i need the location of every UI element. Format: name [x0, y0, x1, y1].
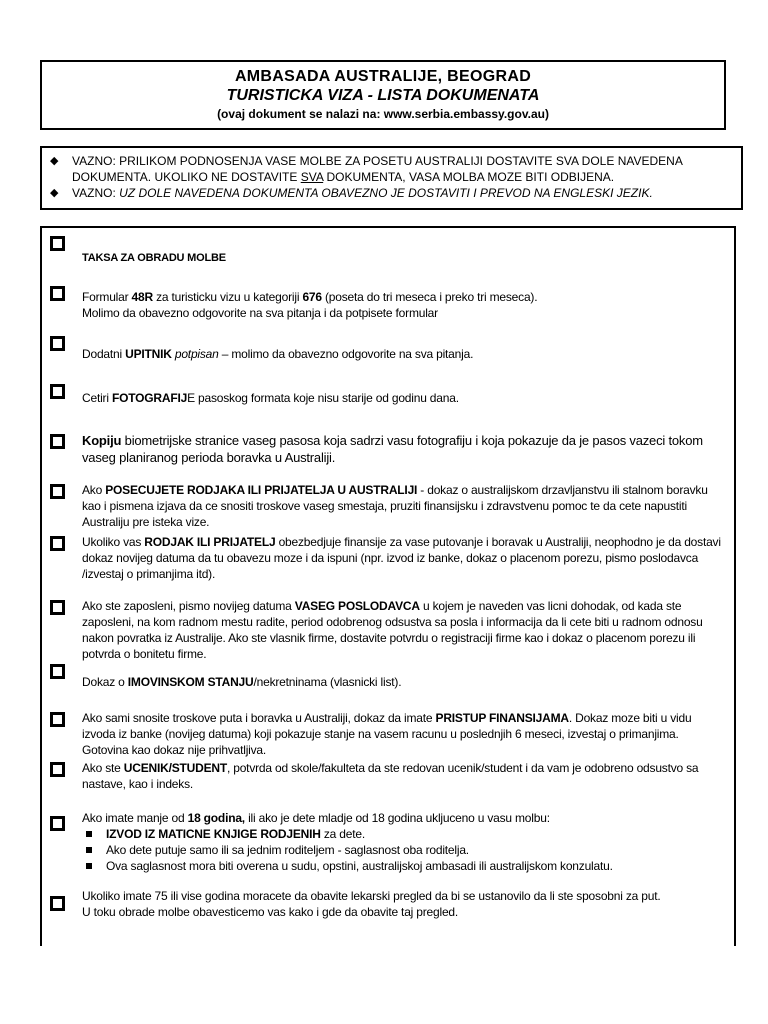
checkbox[interactable] [50, 236, 65, 251]
checkbox[interactable] [50, 664, 65, 679]
notice-2: ◆ VAZNO: UZ DOLE NAVEDENA DOKUMENTA OBAVEZNO JE DOSTAVITI I PREVOD NA ENGLESKI JEZIK. [50, 186, 653, 200]
checkbox[interactable] [50, 816, 65, 831]
square-bullet-icon [86, 831, 92, 837]
diamond-bullet-icon: ◆ [50, 155, 59, 167]
document-checklist: TAKSA ZA OBRADU MOLBE Formular 48R za turisticku vizu u kategoriji 676 (poseta do tri meseca i preko tri meseca). Molimo da obavezno odgovorite na sva pitanja i da potpisete formular Dodatni UPITNIK potpisan – molimo da obavezno odgovorite na sva pitanja. Cetiri FOTOGRAFIJE pasoskog formata koje nisu starije od godinu dana. Kopiju biometrijske stranice vaseg pasosa koja sadrzi vasu fotografiju i koja pokazuje da je pasos vazeci tokom vaseg planiranog perioda boravka u Australiji. Ako POSECUJETE RODJAKA ILI PRIJATELJA U AUSTRALIJI - dokaz o australijskom drzavljanstvu ili stalnom boravku kao i pismena izjava da ce snositi troskove vaseg smestaja, pruziti finansijsku i zdravstvenu pomoc te da cete napustiti Australiju pre isteka vize. Ukoliko vas RODJAK ILI PRIJATELJ obezbedjuje finansije za vase putovanje i boravak u Australiji, neophodno je da dostavi dokaz novijeg datuma da tu obavezu moze i da ispuni (npr. izvod iz banke, dokaz o placenom porezu, pismo poslodavca /izvestaj o primanjima itd). Ako ste zaposleni, pismo novijeg datuma VASEG POSLODAVCA u kojem je naveden vas licni dohodak, od kada ste zaposleni, na kom radnom mestu radite, period odobrenog odsustva sa posla i informacija da li cete biti u radnom odnosu nakon povratka iz Australije. Ako ste vlasnik firme, dostavite potvrdu o registraciji firme kao i dokaz o placenom porezu ili potvrda o bonitetu firme. Dokaz o IMOVINSKOM STANJU/nekretninama (vlasnicki list). Ako sami snosite troskove puta i boravka u Australiji, dokaz da imate PRISTUP FINANSIJAMA. Dokaz moze biti u vidu izvoda iz banke (novijeg datuma) koji pokazuje stanje na vasem racunu u poslednjih 6 meseci, izvestaj o primanjima. Gotovina kao dokaz nije prihvatljiva. Ako ste UCENIK/STUDENT, potvrda od skole/fakulteta da ste redovan ucenik/student i da vam je odobreno odsustvo sa nastave, kao i indeks. Ako imate manje od 18 godina, ili ako je dete mladje od 18 godina ukljuceno u vasu molbu: IZVOD IZ MATICNE KNJIGE RODJENIH za dete. Ako dete putuje samo ili sa jednim roditeljem - saglasnost oba roditelja. Ova saglasnost mora biti overena u sudu, opstini, australijskoj ambasadi ili australijskom konzulatu. Ukoliko imate 75 ili vise godina moracete da obavite lekarski pregled da bi se ustanovilo da li ste sposobni za put. U toku obrade molbe obavesticemo vas kako i gde da obavite taj pregled. [40, 226, 736, 946]
checkbox[interactable] [50, 434, 65, 449]
checkbox[interactable] [50, 286, 65, 301]
diamond-bullet-icon: ◆ [50, 187, 59, 199]
checkbox[interactable] [50, 384, 65, 399]
list-item: Ako dete putuje samo ili sa jednim roditeljem - saglasnost oba roditelja. [82, 842, 728, 858]
checkbox[interactable] [50, 536, 65, 551]
document-subtitle: TURISTICKA VIZA - LISTA DOKUMENATA [226, 87, 540, 104]
important-notices [40, 146, 743, 210]
notice-1: ◆ VAZNO: PRILIKOM PODNOSENJA VASE MOLBE ZA POSETU AUSTRALIJI DOSTAVITE SVA DOLE NAVEDENA DOKUMENTA. UKOLIKO NE DOSTAVITE SVA DOKUMENTA, VASA MOLBA MOZE BITI ODBIJENA. [50, 154, 683, 184]
square-bullet-icon [86, 847, 92, 853]
checkbox[interactable] [50, 896, 65, 911]
checkbox[interactable] [50, 336, 65, 351]
embassy-title: AMBASADA AUSTRALIJE, BEOGRAD [234, 68, 532, 85]
list-item: IZVOD IZ MATICNE KNJIGE RODJENIH za dete. [82, 826, 728, 842]
square-bullet-icon [86, 863, 92, 869]
checkbox[interactable] [50, 712, 65, 727]
checkbox[interactable] [50, 600, 65, 615]
document-header [40, 60, 726, 130]
list-item: Ova saglasnost mora biti overena u sudu, opstini, australijskoj ambasadi ili australijskom konzulatu. [82, 858, 728, 874]
checkbox[interactable] [50, 484, 65, 499]
source-note: (ovaj dokument se nalazi na: www.serbia.embassy.gov.au) [217, 107, 549, 121]
checkbox[interactable] [50, 762, 65, 777]
